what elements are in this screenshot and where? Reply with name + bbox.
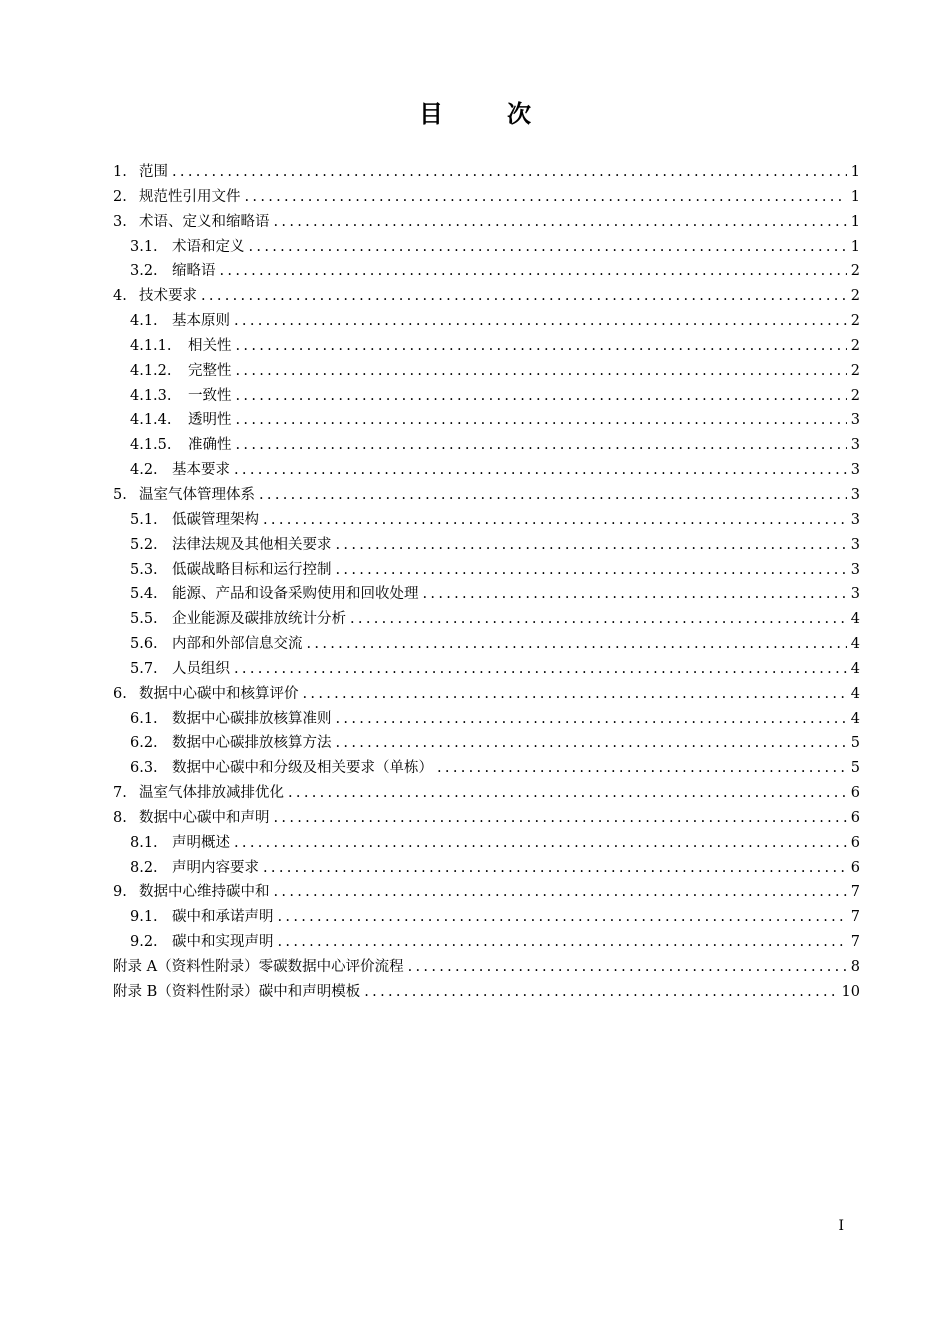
toc-entry-title: 准确性: [188, 437, 232, 454]
toc-entry-title: 相关性: [188, 337, 232, 354]
toc-entry-title: 一致性: [188, 387, 232, 404]
toc-dot-leader: [236, 359, 847, 384]
toc-entry-title: 术语和定义: [172, 238, 245, 255]
toc-entry-number: 5.: [113, 486, 127, 503]
toc-entry-page: 3: [850, 412, 860, 429]
toc-entry-page: 2: [850, 387, 860, 404]
toc-dot-leader: [263, 508, 847, 533]
toc-entry-page: 2: [850, 337, 860, 354]
toc-entry-title: 低碳战略目标和运行控制: [172, 561, 332, 578]
toc-entry-title: 技术要求: [139, 288, 197, 305]
toc-entry[interactable]: [113, 235, 860, 260]
toc-dot-leader: [408, 955, 847, 980]
toc-entry-page: 3: [850, 437, 860, 454]
toc-entry[interactable]: [113, 756, 860, 781]
toc-entry-number: 5.6.: [130, 636, 158, 653]
toc-entry[interactable]: [113, 309, 860, 334]
toc-entry[interactable]: [113, 831, 860, 856]
toc-entry-title: 数据中心碳中和核算评价: [139, 685, 299, 702]
toc-entry[interactable]: [113, 905, 860, 930]
toc-entry-page: 1: [850, 164, 860, 180]
toc-entry[interactable]: [113, 384, 860, 409]
toc-dot-leader: [234, 309, 847, 334]
toc-entry-number: 8.1.: [130, 834, 158, 851]
toc-entry-page: 3: [850, 462, 860, 479]
toc-entry-title: 低碳管理架构: [172, 511, 259, 528]
toc-entry[interactable]: [113, 682, 860, 707]
toc-dot-leader: [274, 880, 847, 905]
toc-dot-leader: [245, 185, 847, 210]
toc-entry-page: 5: [850, 760, 860, 777]
toc-entry-page: 6: [850, 859, 860, 876]
toc-entry-title: 术语、定义和缩略语: [139, 213, 270, 230]
toc-dot-leader: [201, 284, 847, 309]
toc-entry-number: 7.: [113, 785, 127, 802]
toc-entry-page: 2: [850, 263, 860, 280]
toc-entry-number: 4.1.1.: [130, 337, 172, 354]
toc-entry-title: 规范性引用文件: [139, 188, 241, 205]
toc-entry[interactable]: [113, 160, 860, 185]
toc-entry-page: 7: [850, 934, 860, 951]
toc-entry-title: 碳中和实现声明: [172, 934, 274, 951]
toc-entry-page: 3: [850, 536, 860, 553]
toc-entry-title: 内部和外部信息交流: [172, 636, 303, 653]
toc-dot-leader: [278, 930, 847, 955]
toc-entry[interactable]: [113, 210, 860, 235]
toc-entry[interactable]: [113, 582, 860, 607]
toc-dot-leader: [172, 160, 847, 185]
toc-entry-number: 6.3.: [130, 760, 158, 777]
toc-entry-page: 2: [850, 313, 860, 330]
toc-entry-number: 6.1.: [130, 710, 158, 727]
toc-entry[interactable]: [113, 408, 860, 433]
toc-dot-leader: [336, 558, 847, 583]
toc-entry-number: 9.1.: [130, 909, 158, 926]
toc-entry-title: 声明概述: [172, 834, 230, 851]
toc-dot-leader: [234, 657, 847, 682]
toc-dot-leader: [350, 607, 847, 632]
toc-entry-number: 8.: [113, 809, 127, 826]
toc-entry[interactable]: [113, 508, 860, 533]
toc-entry-title: 透明性: [188, 412, 232, 429]
toc-entry-title: 数据中心碳中和分级及相关要求（单栋）: [172, 760, 433, 777]
toc-entry-number: 4.1.2.: [130, 362, 172, 379]
toc-entry-number: 5.5.: [130, 611, 158, 628]
toc-entry-title: 人员组织: [172, 660, 230, 677]
toc-entry-page: 2: [850, 362, 860, 379]
toc-entry[interactable]: [113, 185, 860, 210]
toc-entry[interactable]: [113, 707, 860, 732]
toc-entry[interactable]: [113, 284, 860, 309]
toc-entry-page: 4: [850, 611, 860, 628]
toc-entry-page: 4: [850, 660, 860, 677]
toc-entry[interactable]: [113, 731, 860, 756]
toc-entry[interactable]: [113, 259, 860, 284]
toc-entry-number: 5.7.: [130, 660, 158, 677]
toc-dot-leader: [236, 408, 847, 433]
toc-entry-title: 完整性: [188, 362, 232, 379]
toc-entry-number: 6.: [113, 685, 127, 702]
toc-entry-page: 3: [850, 561, 860, 578]
toc-entry[interactable]: [113, 334, 860, 359]
toc-entry-number: 4.1.3.: [130, 387, 172, 404]
toc-entry-number: 3.1.: [130, 238, 158, 255]
toc-entry-number: 4.: [113, 288, 127, 305]
toc-entry-page: 3: [850, 486, 860, 503]
toc-entry[interactable]: [113, 632, 860, 657]
toc-entry-title: 温室气体管理体系: [139, 486, 255, 503]
toc-entry[interactable]: [113, 806, 860, 831]
toc-entry-page: 4: [850, 636, 860, 653]
toc-entry-number: 6.2.: [130, 735, 158, 752]
toc-entry[interactable]: [113, 955, 860, 980]
toc-entry-title: 企业能源及碳排放统计分析: [172, 611, 346, 628]
toc-entry[interactable]: [113, 856, 860, 881]
toc-entry-title: 法律法规及其他相关要求: [172, 536, 332, 553]
toc-dot-leader: [307, 632, 847, 657]
toc-entry-page: 10: [841, 983, 860, 1000]
toc-entry[interactable]: [113, 781, 860, 806]
toc-entry-number: 1.: [113, 164, 127, 180]
toc-entry-title: 缩略语: [172, 263, 216, 280]
toc-entry-page: 2: [850, 288, 860, 305]
toc-entry-title: 温室气体排放减排优化: [139, 785, 284, 802]
toc-entry-page: 4: [850, 710, 860, 727]
toc-entry-page: 7: [850, 909, 860, 926]
toc-dot-leader: [234, 458, 847, 483]
toc-entry-number: 4.2.: [130, 462, 158, 479]
toc-dot-leader: [236, 334, 847, 359]
toc-entry-number: 9.: [113, 884, 127, 901]
toc-entry-number: 3.2.: [130, 263, 158, 280]
toc-dot-leader: [288, 781, 847, 806]
toc-entry-number: 4.1.5.: [130, 437, 172, 454]
toc-entry-number: 5.4.: [130, 586, 158, 603]
toc-dot-leader: [336, 731, 847, 756]
toc-entry-page: 8: [850, 959, 860, 975]
toc-entry[interactable]: [113, 607, 860, 632]
footer-page-number: I: [838, 1218, 844, 1234]
toc-dot-leader: [259, 483, 847, 508]
toc-entry-page: 4: [850, 685, 860, 702]
toc-entry-page: 1: [850, 213, 860, 230]
toc-dot-leader: [278, 905, 847, 930]
toc-entry[interactable]: [113, 930, 860, 955]
toc-entry[interactable]: [113, 657, 860, 682]
toc-entry-number: 8.2.: [130, 859, 158, 876]
toc-entry-title: 附录 A（资料性附录）零碳数据中心评价流程: [113, 959, 404, 975]
toc-dot-leader: [274, 806, 847, 831]
toc-entry-page: 6: [850, 785, 860, 802]
toc-entry-number: 5.3.: [130, 561, 158, 578]
toc-entry-title: 能源、产品和设备采购使用和回收处理: [172, 586, 419, 603]
toc-dot-leader: [423, 582, 847, 607]
toc-dot-leader: [437, 756, 847, 781]
toc-entry[interactable]: [113, 458, 860, 483]
toc-entry-page: 1: [850, 188, 860, 205]
toc-entry[interactable]: [113, 533, 860, 558]
toc-entry-number: 4.1.: [130, 313, 158, 330]
toc-dot-leader: [220, 259, 847, 284]
toc-dot-leader: [234, 831, 847, 856]
toc-entry-title: 数据中心碳排放核算方法: [172, 735, 332, 752]
toc-entry-title: 数据中心碳排放核算准则: [172, 710, 332, 727]
toc-entry-number: 2.: [113, 188, 127, 205]
page-title: 目 次: [419, 100, 551, 128]
toc-entry-title: 范围: [139, 164, 168, 180]
toc-entry-page: 3: [850, 511, 860, 528]
toc-dot-leader: [274, 210, 847, 235]
toc-entry-page: 6: [850, 809, 860, 826]
toc-dot-leader: [303, 682, 847, 707]
toc-dot-leader: [249, 235, 847, 260]
table-of-contents: [113, 160, 860, 1005]
toc-dot-leader: [364, 980, 837, 1005]
toc-entry-title: 声明内容要求: [172, 859, 259, 876]
toc-dot-leader: [336, 533, 847, 558]
toc-entry[interactable]: [113, 483, 860, 508]
toc-entry-number: 5.1.: [130, 511, 158, 528]
toc-dot-leader: [236, 384, 847, 409]
toc-dot-leader: [236, 433, 847, 458]
toc-entry[interactable]: [113, 558, 860, 583]
toc-entry-number: 5.2.: [130, 536, 158, 553]
toc-entry-number: 3.: [113, 213, 127, 230]
toc-entry-title: 基本要求: [172, 462, 230, 479]
toc-entry[interactable]: [113, 433, 860, 458]
toc-entry-page: 6: [850, 834, 860, 851]
toc-entry-page: 3: [850, 586, 860, 603]
toc-entry-page: 5: [850, 735, 860, 752]
toc-entry-title: 数据中心维持碳中和: [139, 884, 270, 901]
toc-dot-leader: [263, 856, 847, 881]
toc-entry-number: 4.1.4.: [130, 412, 172, 429]
toc-entry-page: 7: [850, 884, 860, 901]
toc-entry-title: 数据中心碳中和声明: [139, 809, 270, 826]
toc-entry-page: 1: [850, 238, 860, 255]
toc-entry[interactable]: [113, 880, 860, 905]
toc-entry-title: 附录 B（资料性附录）碳中和声明模板: [113, 983, 361, 1000]
toc-entry-title: 基本原则: [172, 313, 230, 330]
toc-entry[interactable]: [113, 980, 860, 1005]
toc-entry[interactable]: [113, 359, 860, 384]
toc-entry-title: 碳中和承诺声明: [172, 909, 274, 926]
toc-entry-number: 9.2.: [130, 934, 158, 951]
toc-dot-leader: [336, 707, 847, 732]
